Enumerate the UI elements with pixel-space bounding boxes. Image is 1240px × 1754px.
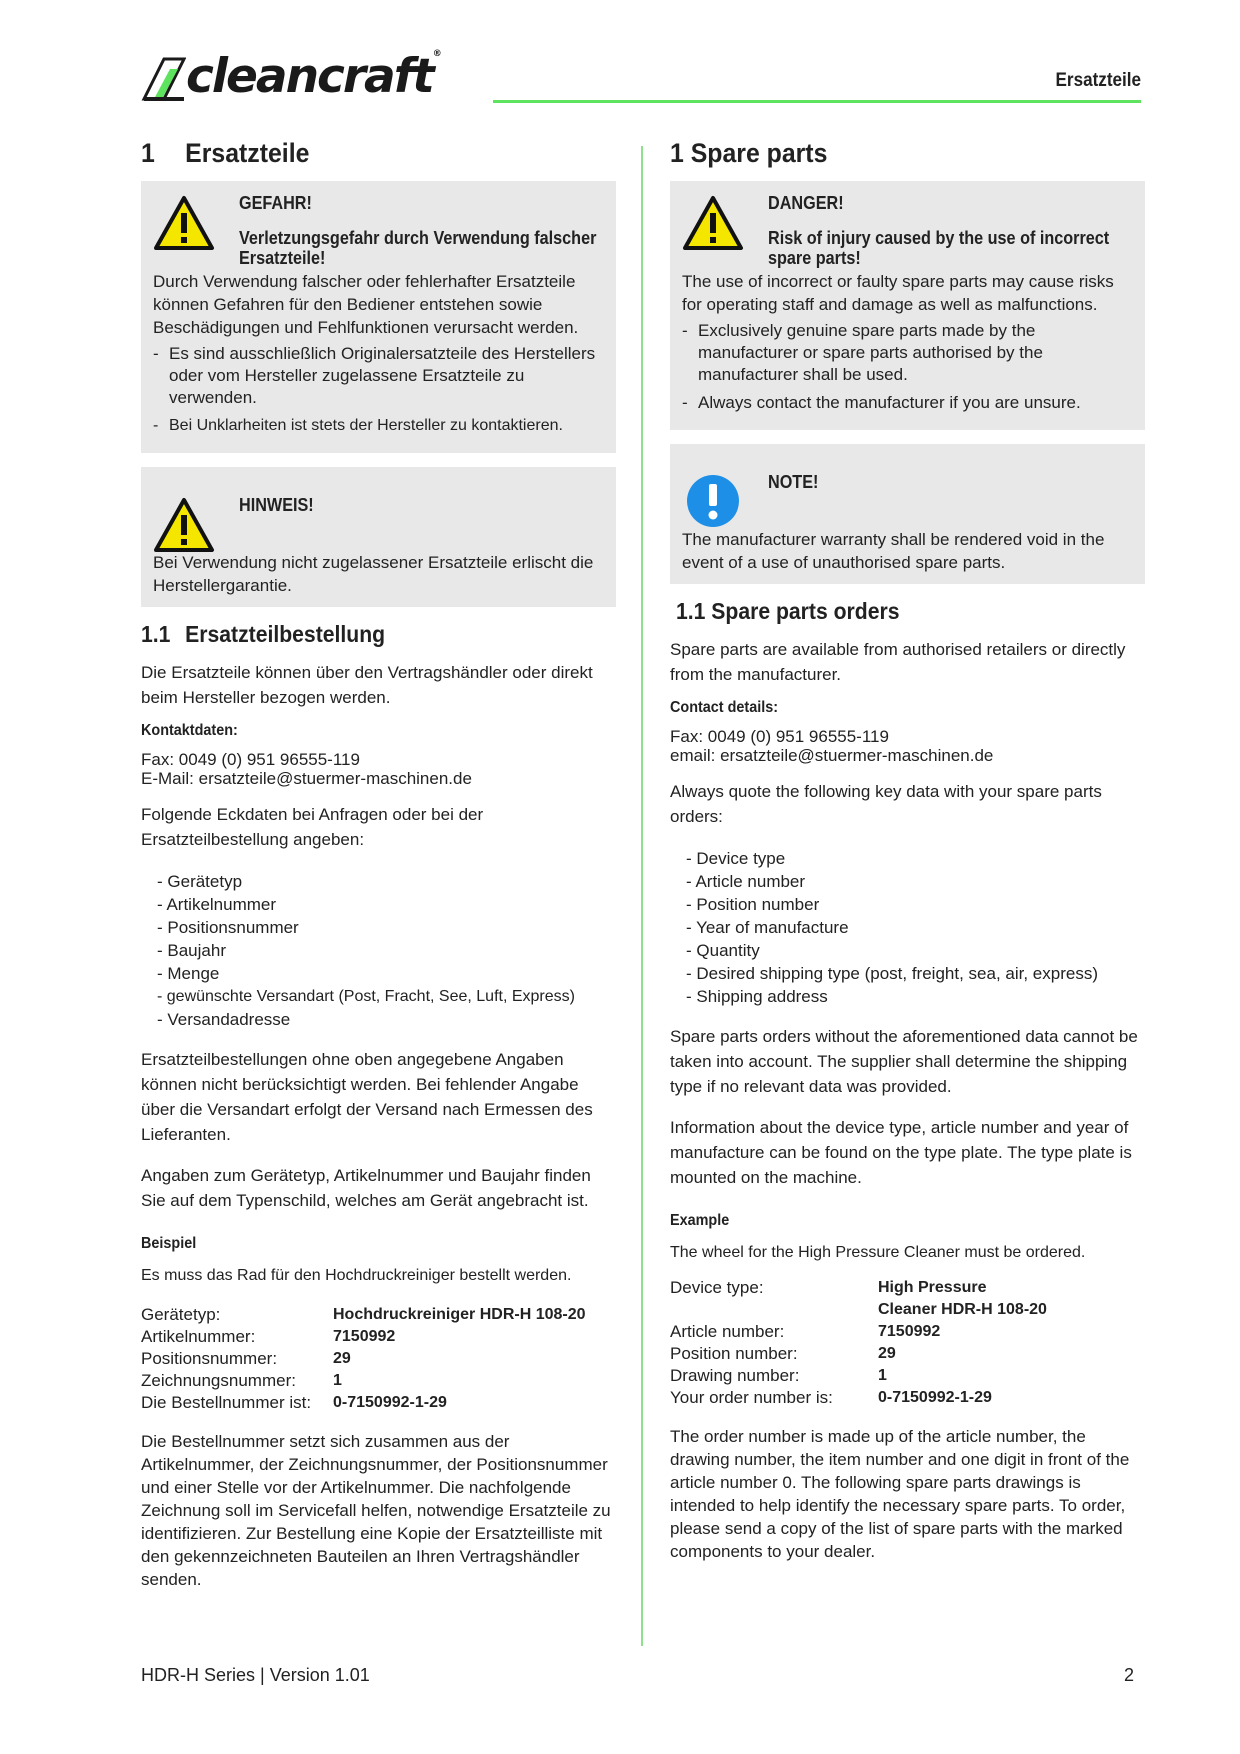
keydata-intro: Always quote the following key data with your spare parts orders: <box>670 782 1102 826</box>
table-row: Gerätetyp: Hochdruckreiniger HDR-H 108-20 <box>141 1305 586 1324</box>
page-heading: 1 Spare parts <box>670 138 828 168</box>
example-table <box>670 1277 1048 1409</box>
list-item: - Gerätetyp <box>157 870 616 893</box>
list-item: - Article number <box>686 870 1145 893</box>
example-text: The wheel for the High Pressure Cleaner must be ordered. <box>670 1244 1086 1261</box>
warning-triangle-icon <box>153 497 215 553</box>
table-row: Artikelnummer: 7150992 <box>141 1327 396 1346</box>
page-heading: 1 Ersatzteile <box>141 138 310 168</box>
table-row: Device type: High Pressure Cleaner HDR-H 108-20 <box>670 1278 1047 1318</box>
english-column <box>670 138 1145 1575</box>
danger-title: DANGER! <box>768 193 844 213</box>
example-label: Example <box>670 1212 730 1229</box>
column-divider <box>641 146 643 1646</box>
section-heading: 1.1 Ersatzteilbestellung <box>141 621 386 647</box>
table-row: Zeichnungsnummer: 1 <box>141 1371 342 1390</box>
warning-triangle-icon <box>153 195 215 251</box>
example-text: Es muss das Rad für den Hochdruckreiniger bestellt werden. <box>141 1267 572 1284</box>
header-title: Ersatzteile <box>1055 70 1141 91</box>
list-item: - Versandadresse <box>157 1008 616 1031</box>
table-row: Drawing number: 1 <box>670 1366 887 1385</box>
note-title: HINWEIS! <box>239 495 314 515</box>
section-intro: Spare parts are available from authorised retailers or directly from the manufacturer. <box>670 640 1126 684</box>
fax-number: Fax: 0049 (0) 951 96555-119 <box>670 727 889 746</box>
list-item: - Desired shipping type (post, freight, sea, air, express) <box>686 962 1145 985</box>
example-table <box>141 1304 586 1414</box>
contact-label: Contact details: <box>670 699 779 716</box>
danger-box <box>141 181 616 453</box>
note-box <box>141 467 616 607</box>
danger-box <box>670 181 1145 430</box>
note-text: Bei Verwendung nicht zugelassener Ersatzteile erlischt die Herstellergarantie. <box>153 553 594 595</box>
list-item: - Quantity <box>686 939 1145 962</box>
paragraph: Ersatzteilbestellungen ohne oben angegebene Angaben können nicht berücksichtigt werden. Bei fehlender Angabe über die Versandart erfolgt der Versand nach Ermessen des Lieferanten. <box>141 1050 593 1144</box>
cleancraft-logo <box>140 49 480 105</box>
paragraph: Die Bestellnummer setzt sich zusammen aus der Artikelnummer, der Zeichnungsnummer, der Positionsnummer und einer Stelle vor der Artikelnummer. Die nachfolgende Zeichnung soll im Servicefall helfen, notwendige Ersatzteile zu identifizieren. Zur Bestellung eine Kopie der Ersatzteilliste mit den gekennzeichneten Bauteilen an Ihren Vertragshändler senden. <box>141 1432 611 1589</box>
keydata-intro: Folgende Eckdaten bei Anfragen oder bei der Ersatzteilbestellung angeben: <box>141 805 484 849</box>
danger-title: GEFAHR! <box>239 193 312 213</box>
page-number: 2 <box>1123 1665 1134 1685</box>
note-text: The manufacturer warranty shall be rendered void in the event of a use of unauthorised spare parts. <box>682 530 1105 572</box>
table-row: Position number: 29 <box>670 1344 896 1363</box>
note-title: NOTE! <box>768 472 819 492</box>
list-item: - Bei Unklarheiten ist stets der Hersteller zu kontaktieren. <box>153 415 604 437</box>
paragraph: The order number is made up of the article number, the drawing number, the item number and one digit in front of the article number 0. The following spare parts drawings is intended to help identify the necessary spare parts. To order, please send a copy of the list of spare parts with the marked components to your dealer. <box>670 1427 1130 1561</box>
danger-list <box>682 320 1133 414</box>
list-item: - Menge <box>157 962 616 985</box>
danger-subtitle: Verletzungsgefahr durch Verwendung falscher Ersatzteile! <box>239 228 597 268</box>
note-box <box>670 444 1145 584</box>
paragraph: Spare parts orders without the aforementioned data cannot be taken into account. The supplier shall determine the shipping type if no relevant data was provided. <box>670 1027 1138 1096</box>
danger-list <box>153 343 604 437</box>
table-row: Your order number is: 0-7150992-1-29 <box>670 1388 992 1407</box>
list-item: - gewünschte Versandart (Post, Fracht, See, Luft, Express) <box>157 985 616 1008</box>
list-item: - Year of manufacture <box>686 916 1145 939</box>
paragraph: Angaben zum Gerätetyp, Artikelnummer und Baujahr finden Sie auf dem Typenschild, welches am Gerät angebracht ist. <box>141 1166 591 1210</box>
keydata-list <box>157 870 616 1031</box>
contact-label: Kontaktdaten: <box>141 722 238 739</box>
table-row: Die Bestellnummer ist: 0-7150992-1-29 <box>141 1393 447 1412</box>
footer-version: HDR-H Series | Version 1.01 <box>141 1665 370 1685</box>
contact-details <box>670 727 1145 765</box>
list-item: - Artikelnummer <box>157 893 616 916</box>
warning-triangle-icon <box>682 195 744 251</box>
list-item: - Exclusively genuine spare parts made by the manufacturer or spare parts authorised by the manufacturer shall be used. <box>682 320 1133 386</box>
paragraph: Information about the device type, article number and year of manufacture can be found on the type plate. The type plate is mounted on the machine. <box>670 1118 1132 1187</box>
table-row: Article number: 7150992 <box>670 1322 941 1341</box>
info-icon <box>686 474 740 528</box>
email-address: E-Mail: ersatzteile@stuermer-maschinen.de <box>141 769 472 788</box>
danger-text: The use of incorrect or faulty spare parts may cause risks for operating staff and damage as well as malfunctions. <box>682 272 1114 314</box>
header-rule <box>493 100 1141 103</box>
contact-details <box>141 750 616 788</box>
keydata-list <box>686 847 1145 1008</box>
list-item: - Shipping address <box>686 985 1145 1008</box>
list-item: - Always contact the manufacturer if you are unsure. <box>682 392 1133 414</box>
list-item: - Position number <box>686 893 1145 916</box>
section-intro: Die Ersatzteile können über den Vertragshändler oder direkt beim Hersteller bezogen werden. <box>141 663 593 707</box>
logo-wordmark: cleancraft® <box>186 49 440 104</box>
fax-number: Fax: 0049 (0) 951 96555-119 <box>141 750 360 769</box>
list-item: - Baujahr <box>157 939 616 962</box>
list-item: - Positionsnummer <box>157 916 616 939</box>
danger-subtitle: Risk of injury caused by the use of incorrect spare parts! <box>768 228 1110 268</box>
example-label: Beispiel <box>141 1235 197 1252</box>
logo-mark-icon <box>140 55 186 103</box>
list-item: - Device type <box>686 847 1145 870</box>
email-address: email: ersatzteile@stuermer-maschinen.de <box>670 746 994 765</box>
section-heading: 1.1 Spare parts orders <box>676 598 900 624</box>
table-row: Positionsnummer: 29 <box>141 1349 351 1368</box>
danger-text: Durch Verwendung falscher oder fehlerhafter Ersatzteile können Gefahren für den Bediener entstehen sowie Beschädigungen und Fehlfunktionen verursacht werden. <box>153 272 579 337</box>
list-item: - Es sind ausschließlich Originalersatzteile des Herstellers oder vom Hersteller zugelassene Ersatzteile zu verwenden. <box>153 343 604 409</box>
german-column <box>141 138 616 1603</box>
